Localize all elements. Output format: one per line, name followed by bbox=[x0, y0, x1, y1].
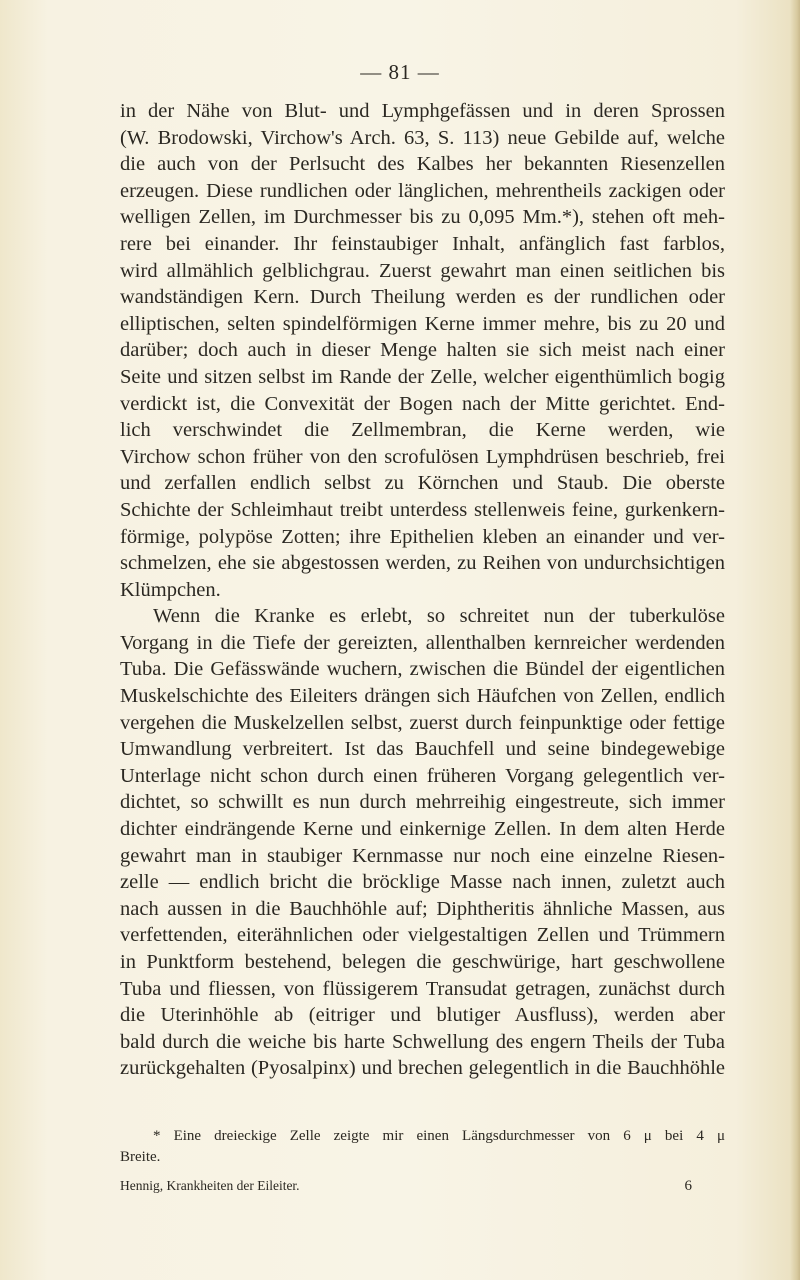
text-line: erzeugen. Diese rundlichen oder länglichen, mehrentheils zackigen oder bbox=[120, 179, 725, 202]
page-number: — 81 — bbox=[360, 60, 440, 84]
text-line: Umwandlung verbreitert. Ist das Bauchfell und seine bindegewebige bbox=[120, 738, 725, 761]
text-line: lich verschwindet die Zellmembran, die Kerne werden, wie bbox=[120, 419, 725, 442]
text-line: dichter eindrängende Kerne und einkernige Zellen. In dem alten Herde bbox=[120, 818, 725, 841]
text-line: Tuba. Die Gefässwände wuchern, zwischen die Bündel der eigentlichen bbox=[120, 658, 725, 681]
text-line: wandständigen Kern. Durch Theilung werden es der rundlichen oder bbox=[120, 286, 725, 309]
text-line: in der Nähe von Blut- und Lymphgefässen und in deren Sprossen bbox=[120, 100, 725, 122]
text-line: Muskelschichte des Eileiters drängen sich Häufchen von Zellen, endlich bbox=[120, 685, 725, 708]
text-line: schmelzen, ehe sie abgestossen werden, zu Reihen von undurchsichtigen bbox=[120, 552, 725, 575]
page-edge bbox=[790, 0, 800, 1280]
text-line: (W. Brodowski, Virchow's Arch. 63, S. 113) neue Gebilde auf, welche bbox=[120, 126, 725, 149]
footnote-line: Breite. bbox=[120, 1149, 161, 1165]
signature-mark: 6 bbox=[684, 1178, 692, 1194]
text-line: Seite und sitzen selbst im Rande der Zelle, welcher eigenthümlich bogig bbox=[120, 365, 725, 388]
text-line: in Punktform bestehend, belegen die geschwürige, hart geschwollene bbox=[120, 951, 725, 973]
text-line: Schichte der Schleimhaut treibt unterdess stellenweis feine, gurkenkern- bbox=[120, 498, 725, 521]
text-line: gewahrt man in staubiger Kernmasse nur noch eine einzelne Riesen- bbox=[120, 844, 725, 867]
page-footer bbox=[120, 1178, 725, 1195]
text-line: welligen Zellen, im Durchmesser bis zu 0,095 Mm.*), stehen oft meh- bbox=[120, 206, 725, 229]
text-line: dichtet, so schwillt es nun durch mehrreihig eingestreute, sich immer bbox=[120, 791, 725, 814]
text-line: die auch von der Perlsucht des Kalbes her bekannten Riesenzellen bbox=[120, 153, 725, 176]
text-line: verfettenden, eiterähnlichen oder vielgestaltigen Zellen und Trümmern bbox=[120, 924, 725, 947]
body-text bbox=[120, 98, 725, 1082]
text-line: zurückgehalten (Pyosalpinx) und brechen gelegentlich in die Bauchhöhle bbox=[120, 1057, 725, 1080]
text-line: und zerfallen endlich selbst zu Körnchen und Staub. Die oberste bbox=[120, 472, 725, 495]
text-line: Tuba und fliessen, von flüssigerem Transudat getragen, zunächst durch bbox=[120, 977, 725, 1000]
text-line: verdickt ist, die Convexität der Bogen nach der Mitte gerichtet. End- bbox=[120, 392, 725, 415]
footnote-line: * Eine dreieckige Zelle zeigte mir einen Längsdurchmesser von 6 μ bei 4 μ bbox=[153, 1128, 725, 1144]
text-line: Vorgang in die Tiefe der gereizten, allenthalben kernreicher werdenden bbox=[120, 631, 725, 654]
text-line: Klümpchen. bbox=[120, 578, 221, 601]
text-line: Unterlage nicht schon durch einen früheren Vorgang gelegentlich ver- bbox=[120, 764, 725, 787]
text-line: zelle — endlich bricht die bröcklige Masse nach innen, zuletzt auch bbox=[120, 871, 725, 894]
text-line: Virchow schon früher von den scrofulösen Lymphdrüsen beschrieb, frei bbox=[120, 445, 725, 468]
text-line: vergehen die Muskelzellen selbst, zuerst durch feinpunktige oder fettige bbox=[120, 711, 725, 734]
running-title: Hennig, Krankheiten der Eileiter. bbox=[120, 1178, 300, 1193]
text-line: nach aussen in die Bauchhöhle auf; Diphtheritis ähnliche Massen, aus bbox=[120, 897, 725, 920]
text-line: die Uterinhöhle ab (eitriger und blutiger Ausfluss), werden aber bbox=[120, 1004, 725, 1027]
text-line: rere bei einander. Ihr feinstaubiger Inhalt, anfänglich fast farblos, bbox=[120, 232, 725, 255]
footnote bbox=[120, 1126, 725, 1168]
text-line: förmige, polypöse Zotten; ihre Epithelien kleben an einander und ver- bbox=[120, 525, 725, 548]
text-line: Wenn die Kranke es erlebt, so schreitet nun der tuberkulöse bbox=[153, 605, 725, 628]
text-line: darüber; doch auch in dieser Menge halten sie sich meist nach einer bbox=[120, 339, 725, 362]
text-line: elliptischen, selten spindelförmigen Kerne immer mehre, bis zu 20 und bbox=[120, 312, 725, 335]
text-line: bald durch die weiche bis harte Schwellung des engern Theils der Tuba bbox=[120, 1030, 725, 1053]
text-line: wird allmählich gelblichgrau. Zuerst gewahrt man einen seitlichen bis bbox=[120, 259, 725, 282]
